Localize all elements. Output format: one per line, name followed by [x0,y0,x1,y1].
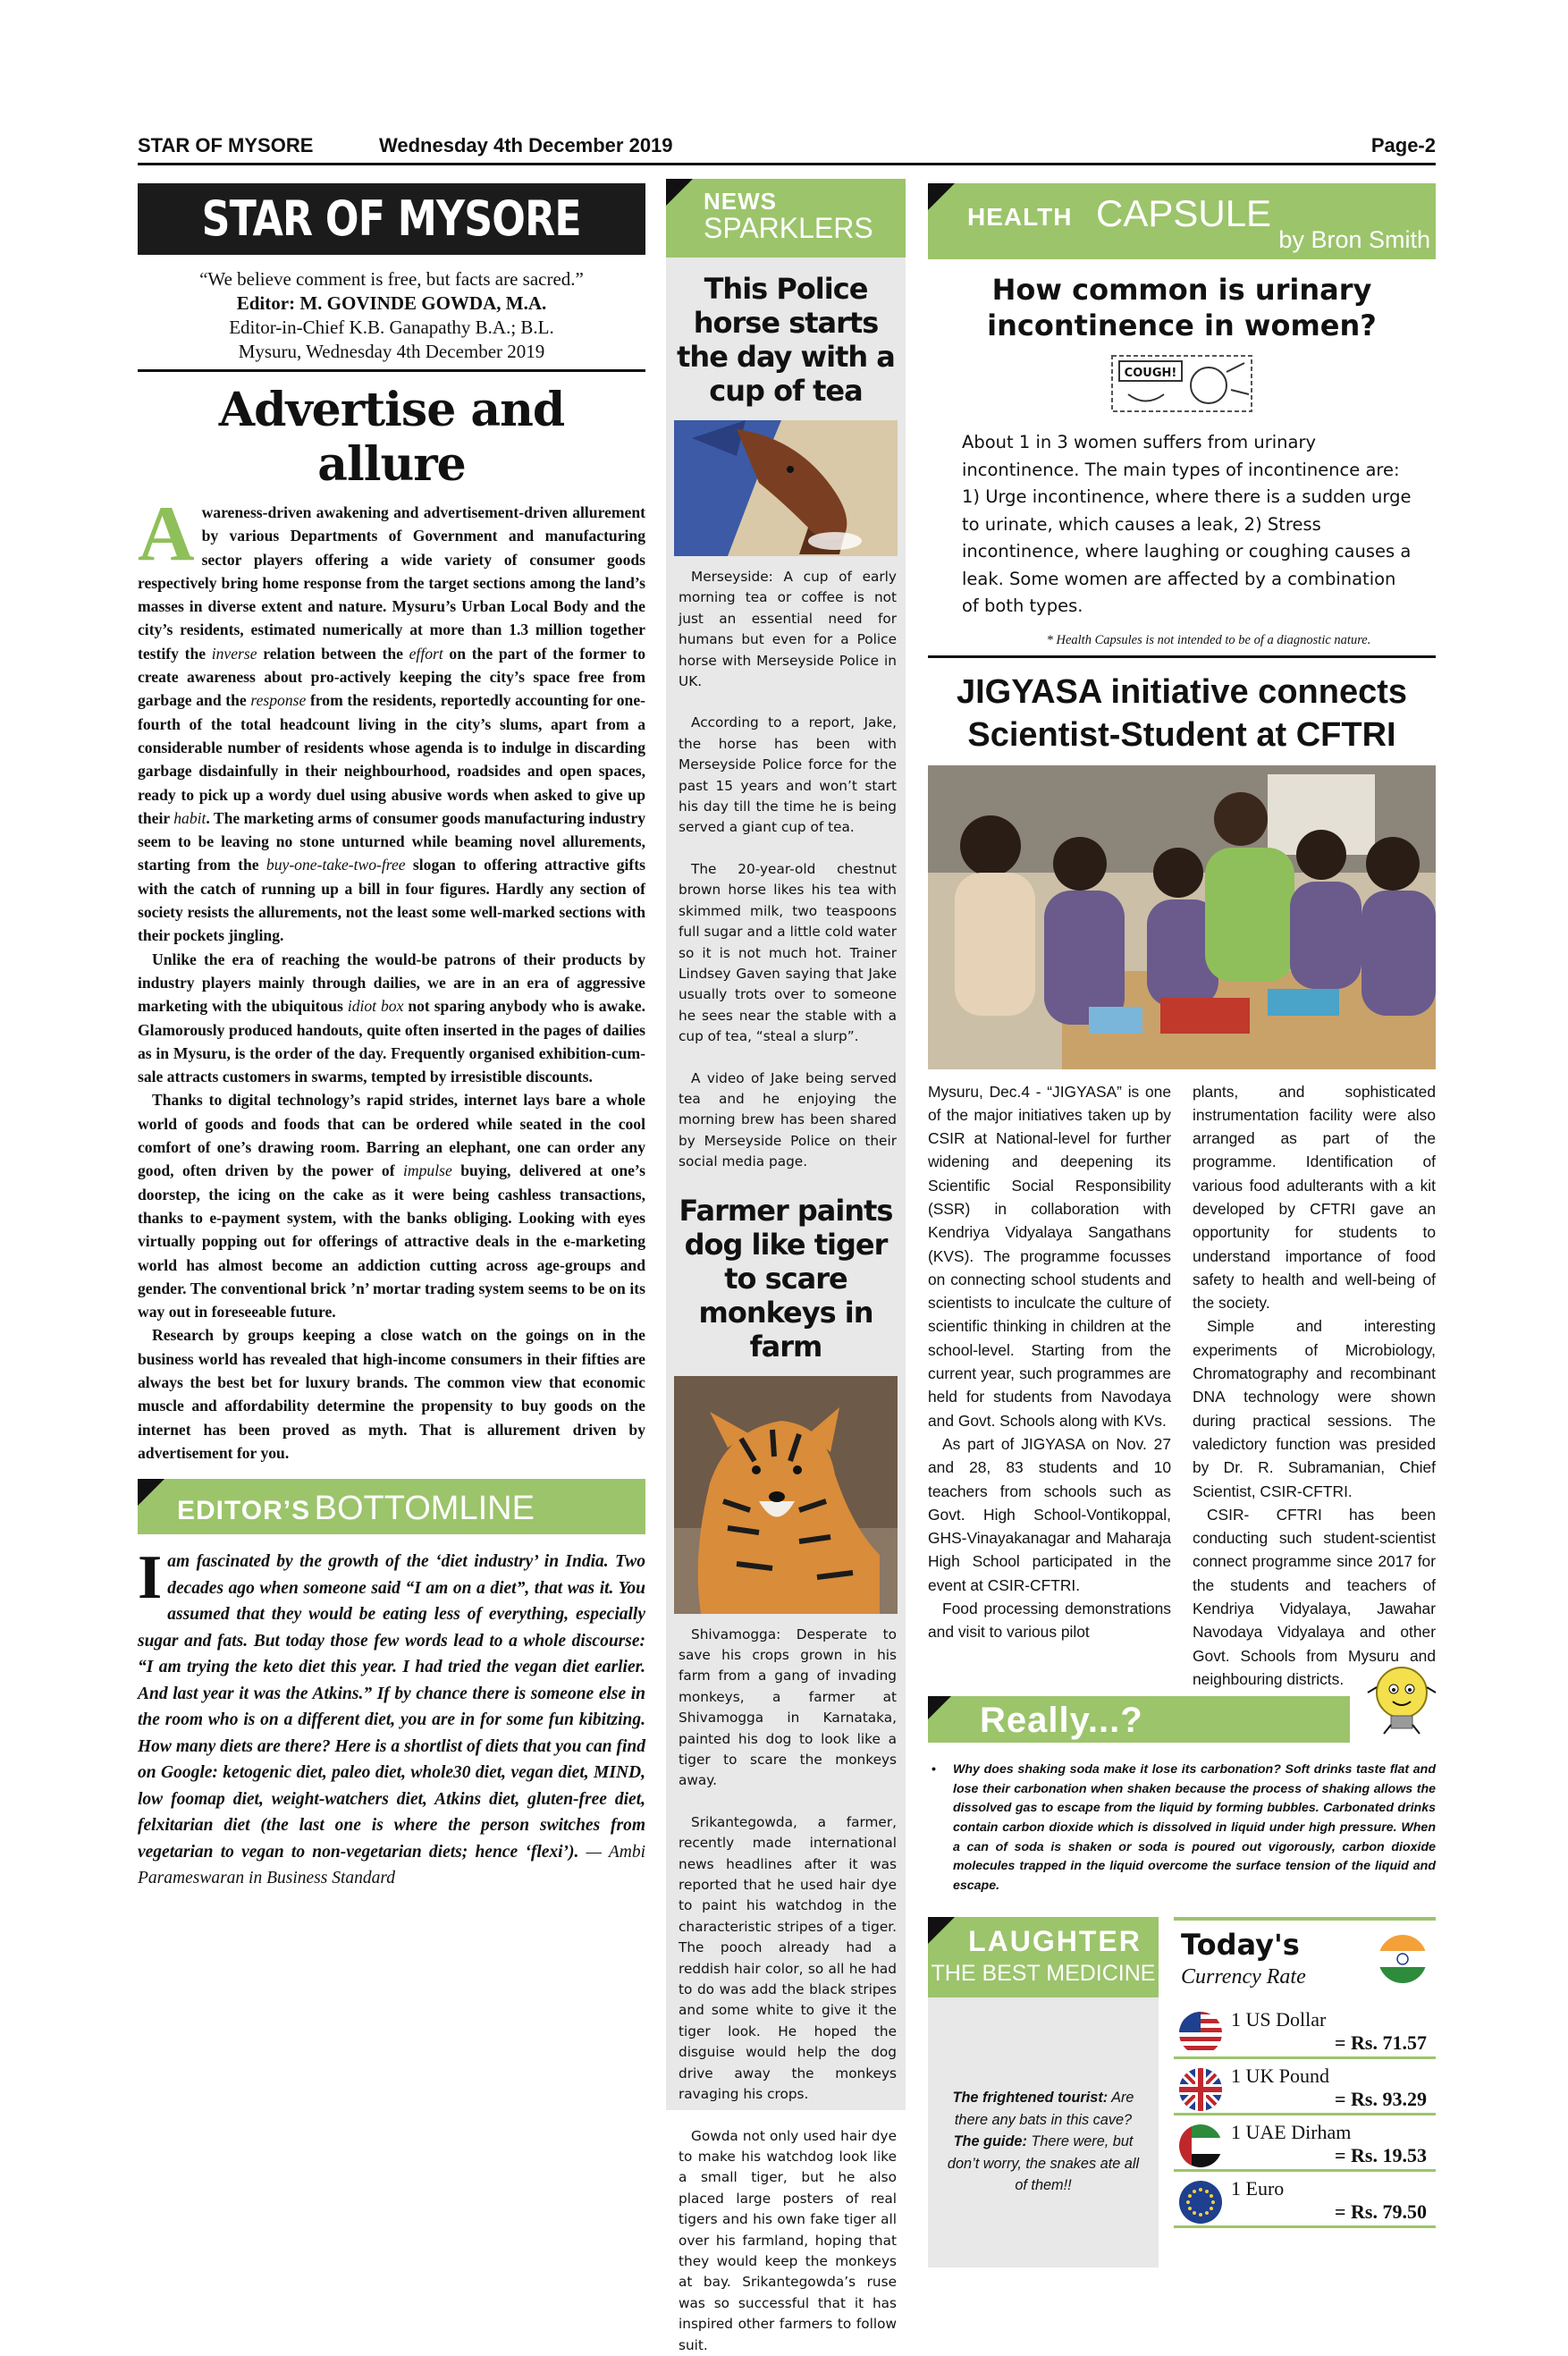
currency-name: 1 UAE Dirham [1231,2121,1352,2144]
health-capsule-heading: HEALTH CAPSULE by Bron Smith [928,183,1436,259]
editorial-body [138,491,646,1465]
header-rule [138,163,1436,165]
bottomline-heading: EDITOR’S BOTTOMLINE [138,1479,645,1534]
cough-illustration [1110,354,1253,413]
page-header [138,134,1436,159]
currency-rate: = Rs. 19.53 [1335,2144,1427,2167]
currency-name: 1 UK Pound [1231,2065,1330,2088]
lightbulb-icon [1366,1660,1437,1741]
eu-flag-icon [1177,2179,1224,2225]
laughter-heading: LAUGHTER THE BEST MEDICINE [928,1917,1159,1997]
currency-rate: = Rs. 79.50 [1335,2200,1427,2224]
health-note: * Health Capsules is not intended to be of a diagnostic nature. [1046,632,1371,647]
currency-rate-box [1174,1917,1436,2267]
bottomline-credit: — Ambi Parameswaran in Business Standard [138,1842,645,1888]
editorial-headline: Advertise and allure [218,383,565,492]
jigyasa-column-2: plants, and sophisticated instrumentation facility were also arranged as part of the programme. Identification of various food adulterants with a kit developed by CFTRI gave an opportunity for students to understand importance of food safety to health and well-being of the society. Simple and interesting experiments of Microbiology, Chromatography and recombinant DNA technology were shown during practical sessions. The valedictory function was presided by Dr. R. Subramanian, Chief Scientist, CSIR-CFTRI. CSIR- CFTRI has been conducting such student-scientist connect programme since 2017 for the students and teachers of Kendriya Vidyalaya, Jawahar Navodaya Vidyalaya and other Govt. Schools from Mysuru and neighbouring districts. [1193,1082,1436,1688]
jigyasa-headline: JIGYASA initiative connects Scientist-Student at CFTRI [956,672,1408,754]
corner-mark [928,1696,951,1719]
really-heading: Really...? [928,1696,1350,1743]
currency-name: 1 US Dollar [1231,2008,1327,2031]
uk-flag-icon [1177,2066,1224,2113]
laughter-joke: The frightened tourist: Are there any bats in this cave? The guide: There were, but don’t worry, the snakes ate all of them!! [947,2090,1140,2194]
news-sparklers-heading: NEWS SPARKLERS [666,179,906,258]
editorial-paragraph: Research by groups keeping a close watch on the goings on in the business world has revealed that high-income consumers in their fifties are always the best bet for luxury brands. The common view that economic muscle and affordability determine the propensity to buy goods on the internet has been proved as myth. That is allurement driven by advertisement for you. [138,1326,645,1462]
currency-heading: Today's Currency Rate [1174,1917,1436,2003]
cough-label: COUGH! [1124,367,1177,380]
currency-rate: = Rs. 71.57 [1335,2031,1427,2055]
jigyasa-lab-photo [928,765,1436,1069]
right-column [928,183,1436,2267]
corner-mark [928,183,955,210]
currency-row [1174,2003,1436,2059]
bottom-boxes [928,1917,1436,2267]
story-title-horse: This Police horse starts the day with a cup of tea [677,272,895,408]
editor-in-chief-line: Editor-in-Chief K.B. Ganapathy B.A.; B.L. [229,317,554,338]
laughter-box [928,1917,1159,2267]
masthead-info [138,267,645,364]
editor-line: Editor: M. GOVINDE GOWDA, M.A. [236,292,547,314]
india-flag-icon [1377,1933,1429,1985]
editorial-paragraph: Thanks to digital technology’s rapid strides, internet lays bare a whole world of goods and foods that can be ordered while seated in the cool comfort of one’s drawing room. Barring an elephant, one can order any good, often driven by the power of impulse buying, delivered at one’s doorstep, the icing on the cake as it were being cashless transactions, thanks to e-payment system, with the banks obliging. Looking with eyes virtually popping out for offerings of attractive deals in the e-marketing world has almost become an addiction cutting across age-groups and gender. The conventional brick ’n’ mortar trading system seems to be on its way out in foreseeable future. [138,1091,645,1322]
currency-rate: = Rs. 93.29 [1335,2088,1427,2111]
dateline: Mysuru, Wednesday 4th December 2019 [238,341,545,362]
currency-row [1174,2172,1436,2228]
header-date: Wednesday 4th December 2019 [379,134,673,156]
health-body: About 1 in 3 women suffers from urinary incontinence. The main types of incontinence are: 1) Urge incontinence, where there is a sudden urge to urinate, which causes a leak, 2) Stress incontinence, where laughing or coughing causes a leak. Some women are affected by a combination of both types. [962,432,1412,616]
corner-mark [666,179,693,206]
drop-cap: A [138,491,195,578]
uae-flag-icon [1177,2123,1224,2169]
editorial-column [138,183,645,1892]
story-text-horse: Merseyside: A cup of early morning tea or coffee is not just an essential need for humans but even for a Police horse with Merseyside Police in UK. According to a report, Jake, the horse has been with Merseyside Police force for the past 15 years and won’t start his day till the time he is being served a giant cup of tea. The 20-year-old chestnut brown horse likes his tea with skimmed milk, two teaspoons full sugar and a little cold water so it is not much hot. Trainer Lindsey Gaven saying that Jake usually trots over to someone he sees near the stable with a cup of tea, “steal a slurp”. A video of Jake being served tea and he enjoying the morning brew has been shared by Merseyside Police on their social media page. [679,569,897,1170]
tiger-dog-photo [674,1376,898,1614]
health-title: How common is urinary incontinence in women? [987,273,1377,342]
corner-mark [138,1479,164,1506]
header-page-number: Page-2 [1370,134,1436,156]
currency-row [1174,2115,1436,2172]
story-text-dog: Shivamogga: Desperate to save his crops grown in his farm from a gang of invading monkeys, a farmer at Shivamogga in Karnataka, painted his dog to look like a tiger to scare the monkeys away. Srikantegowda, a farmer, recently made international news headlines after it was reported that he used hair dye to paint his watchdog in the characteristic stripes of a tiger. The pooch already had a reddish hair color, so all he had to do was add the black stripes and some white to give it the tiger look. He hoped the disguise would help the dog drive away the monkeys ravaging his crops. Gowda not only used hair dye to make his watchdog look like a small tiger, but he also placed large posters of real tigers and his own fake tiger all over his farmland, hoping that they would keep the monkeys at bay. Srikantegowda’s ruse was so successful that it has inspired other farmers to follow suit. [679,1626,897,2353]
motto: “We believe comment is free, but facts are sacred.” [199,268,584,290]
editorial-paragraph: Unlike the era of reaching the would-be patrons of their products by industry players mainly through dailies, we are in an era of aggressive marketing with the ubiquitous idiot box not sparing anybody who is awake. Glamorously produced handouts, quite often inserted in the pages of dailies as in Mysuru, is the order of the day. Frequently organised exhibition-cum-sale attracts customers in swarms, tempted by irresistible discounts. [138,950,645,1086]
masthead-logo: STAR OF MYSORE [138,183,645,255]
us-flag-icon [1177,2010,1224,2056]
editors-bottomline [138,1479,645,1892]
story-title-dog: Farmer paints dog like tiger to scare monkeys in farm [679,1193,893,1364]
horse-photo [674,420,898,556]
really-text: • Why does shaking soda make it lose its carbonation? Soft drinks taste flat and lose their carbonation when shaken because the process of shaking allows the dissolved gas to escape from the liquid by forming bubbles. Carbonated drinks contain carbon dioxide which is dissolved in liquid under high pressure. When a can of soda is shaken or soda is poured out vigorously, carbon dioxide molecules trapped in the liquid overcome the surface tension of the liquid and escape. [932,1762,1436,1893]
currency-name: 1 Euro [1231,2177,1285,2200]
health-rule [928,655,1436,658]
jigyasa-body [928,1080,1436,1692]
currency-row [1174,2059,1436,2115]
health-byline: by Bron Smith [1278,226,1430,253]
header-paper-name: STAR OF MYSORE [138,134,314,156]
bottomline-text: Iam fascinated by the growth of the ‘diet industry’ in India. Two decades ago when someone said “I am on a diet”, that was it. You assumed that they would be eating less of everything, especially sugar and fats. But today those few words lead to a whole discourse: “I am trying the keto diet this year. I had tried the vegan diet earlier. And last year it was the Atkins.” If by chance there is someone else in the room who is on a different diet, you are in for some fun kibitzing. How many diets are there? Here is a shortlist of diets that you can find on Google: ketogenic diet, paleo diet, whole30 diet, vegan diet, MIND, low foomap diet, weight-watchers diet, Atkins diet, gluten-free diet, felxitarian diet (the last one is where the person switches from vegetarian to vegan to non-vegetarian diets; hence ‘flexi’). — Ambi Parameswaran in Business Standard [138,1543,645,1888]
masthead-rule [138,369,645,372]
news-sparklers-column [666,179,906,2353]
jigyasa-column-1: Mysuru, Dec.4 - “JIGYASA” is one of the major initiatives taken up by CSIR at National-level for further widening and deepening its Scientific Social Responsibility (SSR) in collaboration with Kendriya Vidyalaya Sangathans (KVS). The programme focusses on connecting school students and scientists to inculcate the culture of scientific thinking in children at the school-level. Starting from the current year, such programmes are held for students from Navodaya and Govt. Schools along with KVs. As part of JIGYASA on Nov. 27 and 28, 83 students and 10 teachers from schools such as Govt. High School-Vontikoppal, GHS-Vinayakanagar and Maharaja High School participated in the event at CSIR-CFTRI. Food processing demonstrations and visit to various pilot [928,1082,1171,1642]
corner-mark [928,1917,955,1944]
editorial-paragraph: Awareness-driven awakening and advertisement-driven allurement by various Departments of Government and manufacturing sector players offering a wide variety of consumer goods respectively bring home response from the target sections among the land’s masses in diverse extent and nature. Mysuru’s Urban Local Body and the city’s residents, estimated numerically at more than 1.3 million together testify the inverse relation between the effort on the part of the former to create awareness about pro-actively keeping the city’s space free from garbage and the response from the residents, reportedly accounting for one-fourth of the total headcount living in the city’s slums, apart from a considerable number of residents whose agenda is to indulge in discarding garbage disdainfully in their neighbourhood, roadsides and open spaces, ready to pick up a wordy duel using abusive words when asked to give up their habit. The marketing arms of consumer goods manufacturing industry seem to be leaving no stone unturned while beaming novel allurements, starting from the buy-one-take-two-free slogan to offering attractive gifts with the catch of running up a bill in four figures. Hardly any section of society resists the allurements, not the least some well-marked sections with their pockets jingling. [138,491,646,945]
drop-cap: I [138,1543,163,1613]
